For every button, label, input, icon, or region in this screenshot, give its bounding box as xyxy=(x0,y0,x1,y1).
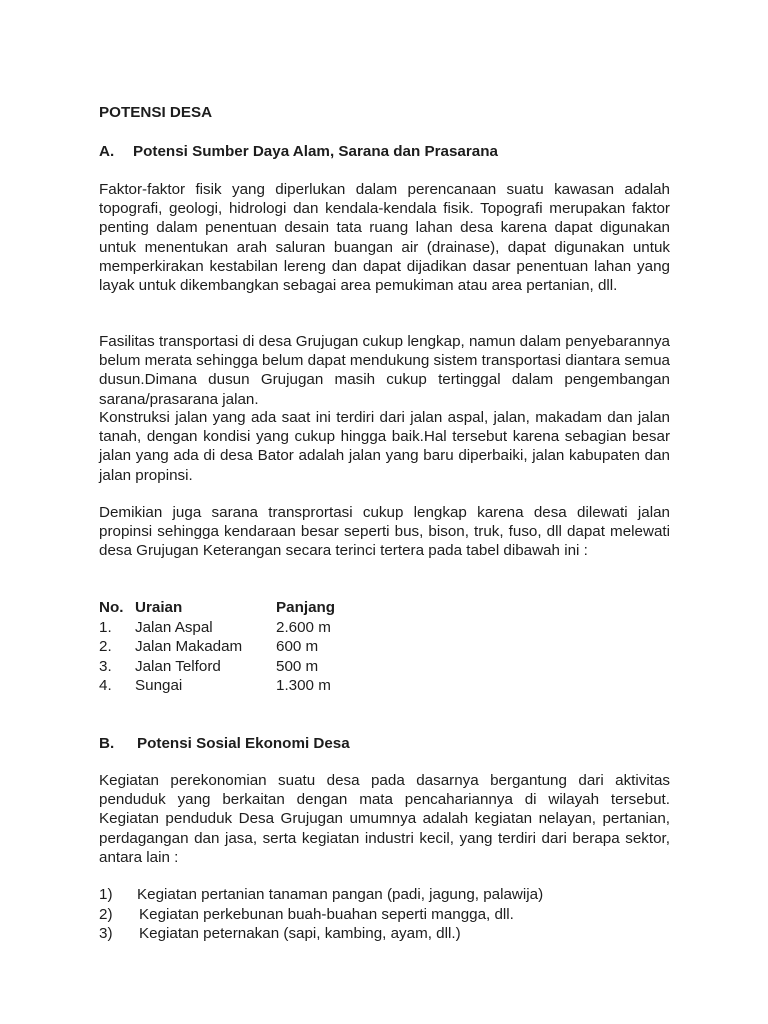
paragraph-road-construction: Konstruksi jalan yang ada saat ini terdiri dari jalan aspal, jalan, makadam dan jalan tanah, dengan kondisi yang cukup hingga baik.Hal tersebut karena sebagian besar jalan yang ada di desa Bator adalah jalan yang baru diperbaiki, jalan kabupaten dan jalan propinsi. xyxy=(99,409,670,484)
paragraph-transport-means: Demikian juga sarana transprortasi cukup lengkap karena desa dilewati jalan propinsi sehingga kendaraan besar seperti bus, bison, truk, fuso, dll dapat melewati desa Grujugan Keterangan secara terinci tertera pada tabel dibawah ini : xyxy=(99,504,670,560)
table-cell-no: 3. xyxy=(99,657,112,675)
table-cell-no: 4. xyxy=(99,677,112,694)
table-row xyxy=(99,676,376,696)
table-row xyxy=(99,637,376,657)
table-cell-panjang: 1.300 m xyxy=(276,677,331,694)
list-item xyxy=(99,924,670,944)
table-cell-uraian: Sungai xyxy=(135,677,183,694)
activity-list xyxy=(99,885,670,944)
section-b-title: Potensi Sosial Ekonomi Desa xyxy=(137,735,350,752)
document-title: POTENSI DESA xyxy=(99,104,213,121)
list-item-text: Kegiatan perkebunan buah-buahan seperti mangga, dll. xyxy=(139,905,514,923)
list-item xyxy=(99,885,670,905)
section-a-letter: A. xyxy=(99,143,115,160)
table-cell-no: 1. xyxy=(99,618,112,636)
list-item-number: 3) xyxy=(99,925,113,942)
table-cell-panjang: 2.600 m xyxy=(276,618,331,636)
section-a-title: Potensi Sumber Daya Alam, Sarana dan Prasarana xyxy=(133,143,498,160)
table-cell-uraian: Jalan Aspal xyxy=(135,618,213,636)
section-b-heading xyxy=(99,734,670,753)
paragraph-physical-factors: Faktor-faktor fisik yang diperlukan dalam perencanaan suatu kawasan adalah topografi, geologi, hidrologi dan kendala-kendala fisik. Topografi merupakan faktor penting dalam penentuan desain tata ruang lahan desa karena dapat digunakan untuk menentukan arah saluran buangan air (drainase), dapat digunakan untuk memperkirakan kestabilan lereng dan dapat dijadikan dasar penentuan lahan yang layak untuk dikembangkan sebagai area pemukiman atau area pertanian, dll. xyxy=(99,181,670,295)
table-row xyxy=(99,618,376,638)
paragraph-transport-facilities: Fasilitas transportasi di desa Grujugan cukup lengkap, namun dalam penyebarannya belum merata sehingga belum dapat mendukung sistem transportasi diantara semua dusun.Dimana dusun Grujugan masih cukup tertinggal dalam pengembangan sarana/prasarana jalan. xyxy=(99,333,670,408)
table-header-no: No. xyxy=(99,599,124,616)
table-cell-panjang: 600 m xyxy=(276,638,319,655)
list-item-text: Kegiatan pertanian tanaman pangan (padi, jagung, palawija) xyxy=(137,886,544,903)
table-cell-uraian: Jalan Makadam xyxy=(135,638,243,655)
section-b-letter: B. xyxy=(99,735,115,752)
table-header-uraian: Uraian xyxy=(135,599,183,616)
list-item xyxy=(99,905,670,925)
list-item-number: 2) xyxy=(99,905,113,923)
table-cell-panjang: 500 m xyxy=(276,657,319,675)
road-table xyxy=(99,598,376,696)
paragraph-economy: Kegiatan perekonomian suatu desa pada dasarnya bergantung dari aktivitas penduduk yang berkaitan dengan mata pencahariannya di wilayah tersebut. Kegiatan penduduk Desa Grujugan umumnya adalah kegiatan nelayan, pertanian, perdagangan dan jasa, serta kegiatan industri kecil, yang terdiri dari berapa sektor, antara lain : xyxy=(99,772,670,866)
table-header-row xyxy=(99,598,376,618)
table-row xyxy=(99,657,376,677)
section-a-heading xyxy=(99,142,670,161)
table-header-panjang: Panjang xyxy=(276,599,336,616)
list-item-text: Kegiatan peternakan (sapi, kambing, ayam, dll.) xyxy=(139,925,461,942)
list-item-number: 1) xyxy=(99,886,113,903)
table-cell-no: 2. xyxy=(99,638,112,655)
table-cell-uraian: Jalan Telford xyxy=(135,657,221,675)
